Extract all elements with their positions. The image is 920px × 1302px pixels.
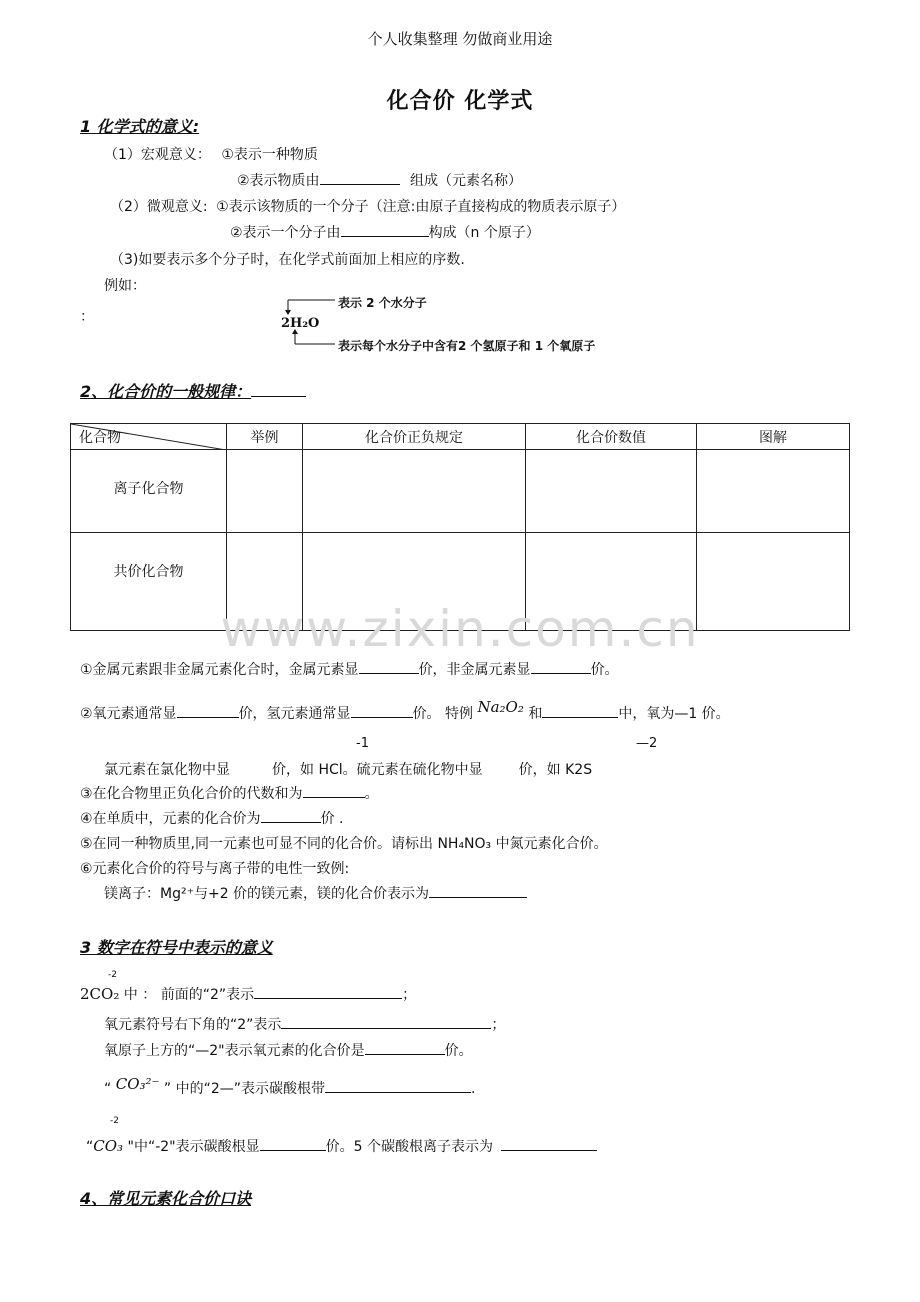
formula-na2o2: Na₂O₂ — [477, 698, 524, 716]
charge-mark-f1: -2 — [108, 970, 117, 980]
answer-blank[interactable] — [254, 984, 402, 999]
formula-2co2: 2CO₂ — [80, 985, 120, 1003]
sulfide-text: 价，如 HCl。硫元素在硫化物中显 — [272, 762, 483, 778]
micro-item-2-tail: 构成（n 个原子） — [428, 225, 540, 241]
section-2-heading — [80, 379, 306, 402]
formula-co3-ion: CO₃²⁻ — [115, 1075, 160, 1093]
formula-line-1 — [80, 984, 416, 1004]
answer-blank[interactable] — [365, 1040, 445, 1055]
macro-item-1: ①表示一种物质 — [221, 147, 318, 163]
rule-3-text: ③在化合物里正负化合价的代数和为 — [80, 786, 303, 802]
carbonate-ion-end: . — [471, 1081, 476, 1097]
answer-blank[interactable] — [501, 1136, 597, 1151]
carbonate-valence-text: "中“-2"表示碳酸根显 — [127, 1139, 260, 1155]
rule-1-mid: 价，非金属元素显 — [418, 662, 531, 678]
macro-meaning-line-2 — [237, 170, 522, 190]
watermark: www.zixin.com.cn — [220, 600, 700, 658]
arrow-down-icon — [285, 310, 291, 315]
charge-label-chlorine: -1 — [356, 736, 369, 751]
header-sign-rule: 化合价正负规定 — [303, 424, 526, 450]
header-value: 化合价数值 — [526, 424, 697, 450]
macro-item-2-text: ②表示物质由 — [237, 173, 320, 189]
rule-5: ⑤在同一种物质里,同一元素也可显不同的化合价。请标出 NH₄NO₃ 中氮元素化合价。 — [80, 836, 608, 852]
section-2-heading-text: 2、化合价的一般规律： — [80, 382, 252, 401]
formula-2h2o: 2H₂O — [281, 316, 320, 331]
table-cell[interactable] — [303, 450, 526, 533]
formula-co3: CO₃ — [93, 1137, 124, 1155]
answer-blank[interactable] — [351, 703, 413, 718]
rule-2-end: 中，氧为—1 价。 — [618, 706, 730, 722]
rule-6: ⑥元素化合价的符号与离子带的电性一致例: — [80, 861, 350, 877]
carbonate-valence-line — [86, 1136, 597, 1156]
rule-1-text: ①金属元素跟非金属元素化合时，金属元素显 — [80, 662, 359, 678]
halide-text: 氯元素在氯化物中显 — [104, 762, 230, 778]
superscript-text: 氧原子上方的“—2"表示氧元素的化合价是 — [104, 1043, 365, 1059]
subscript-end: ； — [491, 1017, 506, 1033]
heading-underline — [251, 382, 306, 397]
micro-item-2-text: ②表示一个分子由 — [230, 225, 341, 241]
table-cell[interactable] — [697, 450, 850, 533]
row-ionic: 离子化合物 — [71, 450, 227, 533]
macro-label: （1）宏观意义： — [104, 147, 211, 163]
rule-3 — [80, 783, 379, 803]
sulfide-example: 价，如 K2S — [518, 762, 593, 778]
quote-open: “ — [86, 1139, 94, 1155]
micro-label: （2）微观意义: — [110, 199, 208, 215]
answer-blank[interactable] — [531, 659, 591, 674]
rule-1 — [80, 659, 619, 679]
rule-2-special: 价。 特例 — [412, 706, 474, 722]
micro-item-1: ①表示该物质的一个分子（注意:由原子直接构成的物质表示原子） — [216, 199, 626, 215]
formula-1-end: ； — [402, 987, 417, 1003]
rule-4-text: ④在单质中，元素的化合价为 — [80, 811, 261, 827]
superscript-meaning — [104, 1040, 473, 1060]
rule-2 — [80, 698, 730, 723]
section-4-heading: 4、常见元素化合价口诀 — [80, 1189, 252, 1208]
formula-1-text: 中 ： 前面的“2”表示 — [123, 987, 255, 1003]
table-cell[interactable] — [526, 450, 697, 533]
micro-meaning-line-2 — [230, 222, 540, 242]
carbonate-ion-text: ” 中的“2—”表示碳酸根带 — [163, 1081, 326, 1097]
table-header-row — [71, 424, 850, 450]
answer-blank[interactable] — [359, 659, 419, 674]
superscript-end: 价。 — [444, 1043, 473, 1059]
header-diagram: 图解 — [697, 424, 850, 450]
carbonate-ion-line — [104, 1075, 476, 1098]
corner-label: 化合物 — [79, 429, 121, 446]
rule-6-example-text: 镁离子：Mg²⁺与+2 价的镁元素，镁的化合价表示为 — [104, 886, 430, 902]
rule-6-example — [104, 883, 527, 903]
table-cell[interactable] — [227, 450, 303, 533]
table-row — [71, 450, 850, 533]
macro-meaning-line-1 — [104, 144, 318, 164]
micro-meaning-line-1 — [110, 196, 625, 216]
colon: ： — [80, 309, 94, 325]
answer-blank[interactable] — [320, 170, 400, 185]
subscript-meaning — [104, 1014, 505, 1034]
answer-blank[interactable] — [429, 883, 527, 898]
answer-blank[interactable] — [261, 808, 321, 823]
quote-open: “ — [104, 1081, 112, 1097]
answer-blank[interactable] — [303, 783, 365, 798]
answer-blank[interactable] — [281, 1014, 491, 1029]
charge-label-sulfur: —2 — [636, 736, 658, 751]
page-header: 个人收集整理 勿做商业用途 — [367, 30, 553, 48]
item-3: （3)如要表示多个分子时，在化学式前面加上相应的序数. — [110, 252, 465, 268]
diagonal-line — [71, 424, 226, 450]
subscript-text: 氧元素符号右下角的“2”表示 — [104, 1017, 282, 1033]
rule-3-end: 。 — [364, 786, 379, 802]
annotation-top: 表示 2 个水分子 — [338, 296, 427, 310]
answer-blank[interactable] — [542, 703, 618, 718]
rule-1-end: 价。 — [590, 662, 619, 678]
rule-2-and: 和 — [528, 706, 543, 722]
rule-4 — [80, 808, 343, 828]
answer-blank[interactable] — [260, 1136, 326, 1151]
example-label: 例如： — [104, 278, 146, 294]
answer-blank[interactable] — [325, 1078, 471, 1093]
annotation-bottom: 表示每个水分子中含有2 个氢原子和 1 个氧原子 — [338, 339, 596, 353]
carbonate-count-text: 价。5 个碳酸根离子表示为 — [325, 1139, 493, 1155]
charge-mark-f3: -2 — [110, 1116, 119, 1126]
table-corner-cell — [71, 424, 227, 450]
page-title: 化合价 化学式 — [386, 89, 534, 114]
answer-blank[interactable] — [177, 703, 239, 718]
rule-4-end: 价 . — [320, 811, 344, 827]
row-covalent: 共价化合物 — [71, 533, 227, 631]
rule-2-text: ②氧元素通常显 — [80, 706, 177, 722]
header-example: 举例 — [227, 424, 303, 450]
macro-item-2-tail: 组成（元素名称） — [410, 173, 523, 189]
rule-2-mid: 价，氢元素通常显 — [238, 706, 351, 722]
section-1-heading: 1 化学式的意义: — [80, 117, 200, 136]
answer-blank[interactable] — [341, 222, 429, 237]
rule-2-halide — [104, 759, 592, 779]
section-3-heading: 3 数字在符号中表示的意义 — [80, 938, 273, 957]
